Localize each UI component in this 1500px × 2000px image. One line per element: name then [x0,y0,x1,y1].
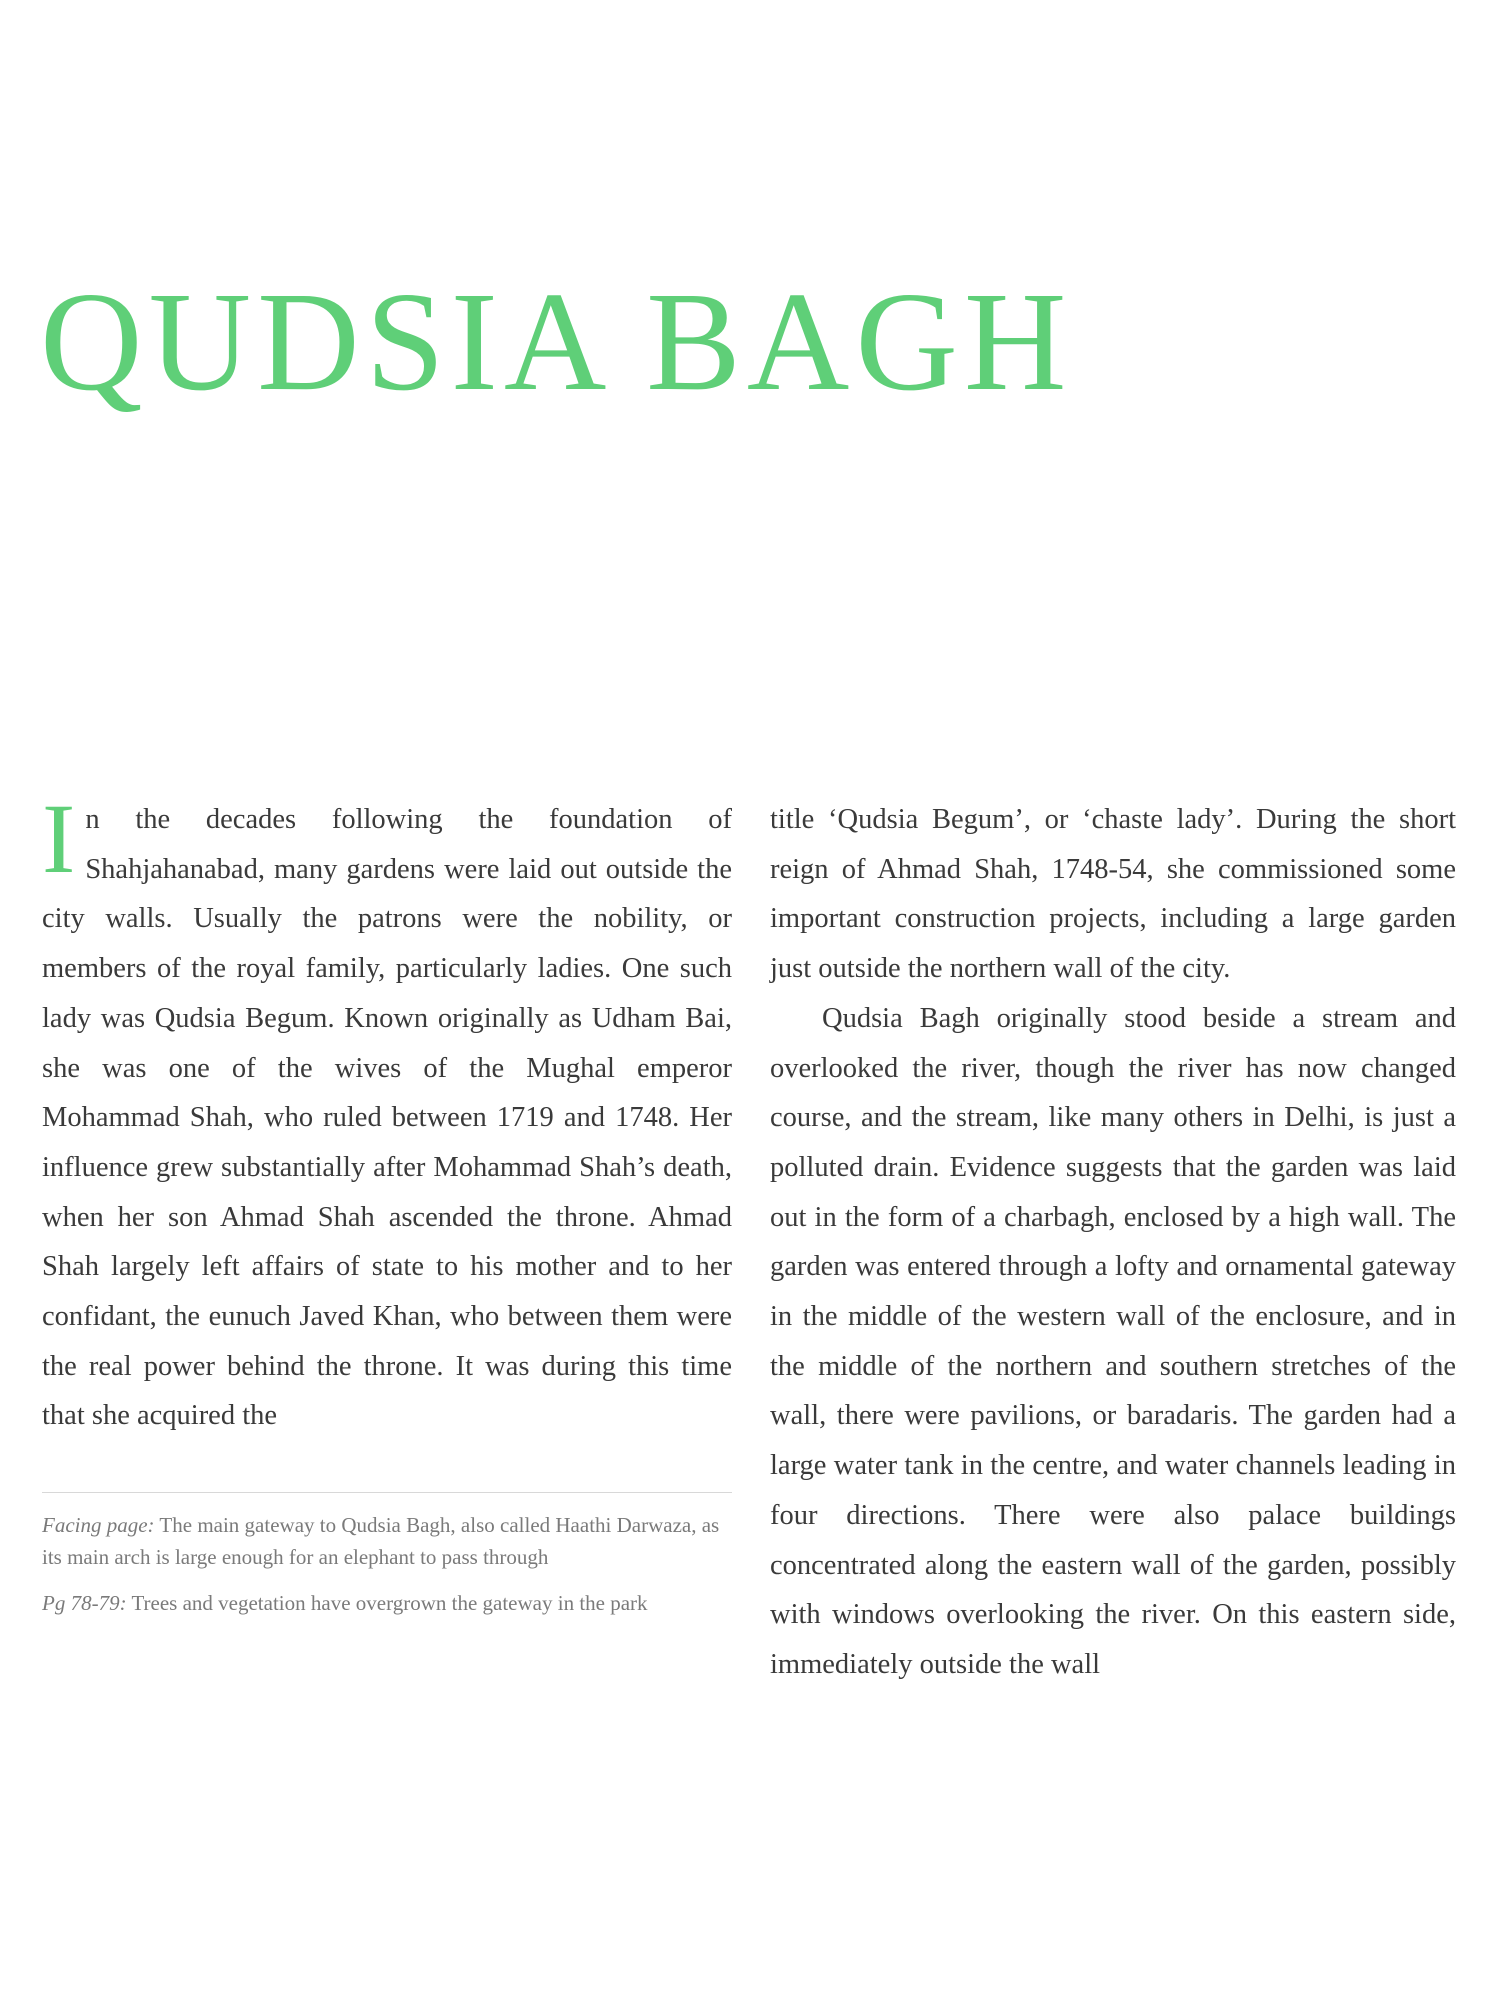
caption-label: Facing page: [42,1513,155,1537]
caption-text: The main gateway to Qudsia Bagh, also called Haathi Darwaza, as its main arch is large enough for an elephant to pass through [42,1513,720,1569]
caption-pages [42,1587,732,1619]
text-column-right [770,795,1456,1690]
paragraph-1-continued: title ‘Qudsia Begum’, or ‘chaste lady’. During the short reign of Ahmad Shah, 1748-54, she commissioned some important construction projects, including a large garden just outside the northern wall of the city. [770,804,1456,985]
text-column-left [42,783,732,1441]
paragraph-1 [42,783,732,1441]
caption-text: Trees and vegetation have overgrown the gateway in the park [131,1591,648,1615]
paragraph-1-text: n the decades following the foundation of Shahjahanabad, many gardens were laid out outside the city walls. Usually the patrons were the nobility, or members of the royal family, particularly ladies. One such lady was Qudsia Begum. Known originally as Udham Bai, she was one of the wives of the Mughal emperor Mohammad Shah, who ruled between 1719 and 1748. Her influence grew substantially after Mohammad Shah’s death, when her son Ahmad Shah ascended the throne. Ahmad Shah largely left affairs of state to his mother and to her confidant, the eunuch Javed Khan, who between them were the real power behind the throne. It was during this time that she acquired the [42,804,732,1432]
caption-facing-page [42,1509,732,1573]
caption-block [42,1492,732,1633]
page-title: QUDSIA BAGH [40,262,1073,420]
paragraph-2: Qudsia Bagh originally stood beside a stream and overlooked the river, though the river has now changed course, and the stream, like many others in Delhi, is just a polluted drain. Evidence suggests that the garden was laid out in the form of a charbagh, enclosed by a high wall. The garden was entered through a lofty and ornamental gateway in the middle of the western wall of the enclosure, and in the middle of the northern and southern stretches of the wall, there were pavilions, or baradaris. The garden had a large water tank in the centre, and water channels leading in four directions. There were also palace buildings concentrated along the eastern wall of the garden, possibly with windows overlooking the river. On this eastern side, immediately outside the wall [770,1002,1456,1680]
caption-label: Pg 78-79: [42,1591,127,1615]
drop-cap: I [42,783,76,894]
